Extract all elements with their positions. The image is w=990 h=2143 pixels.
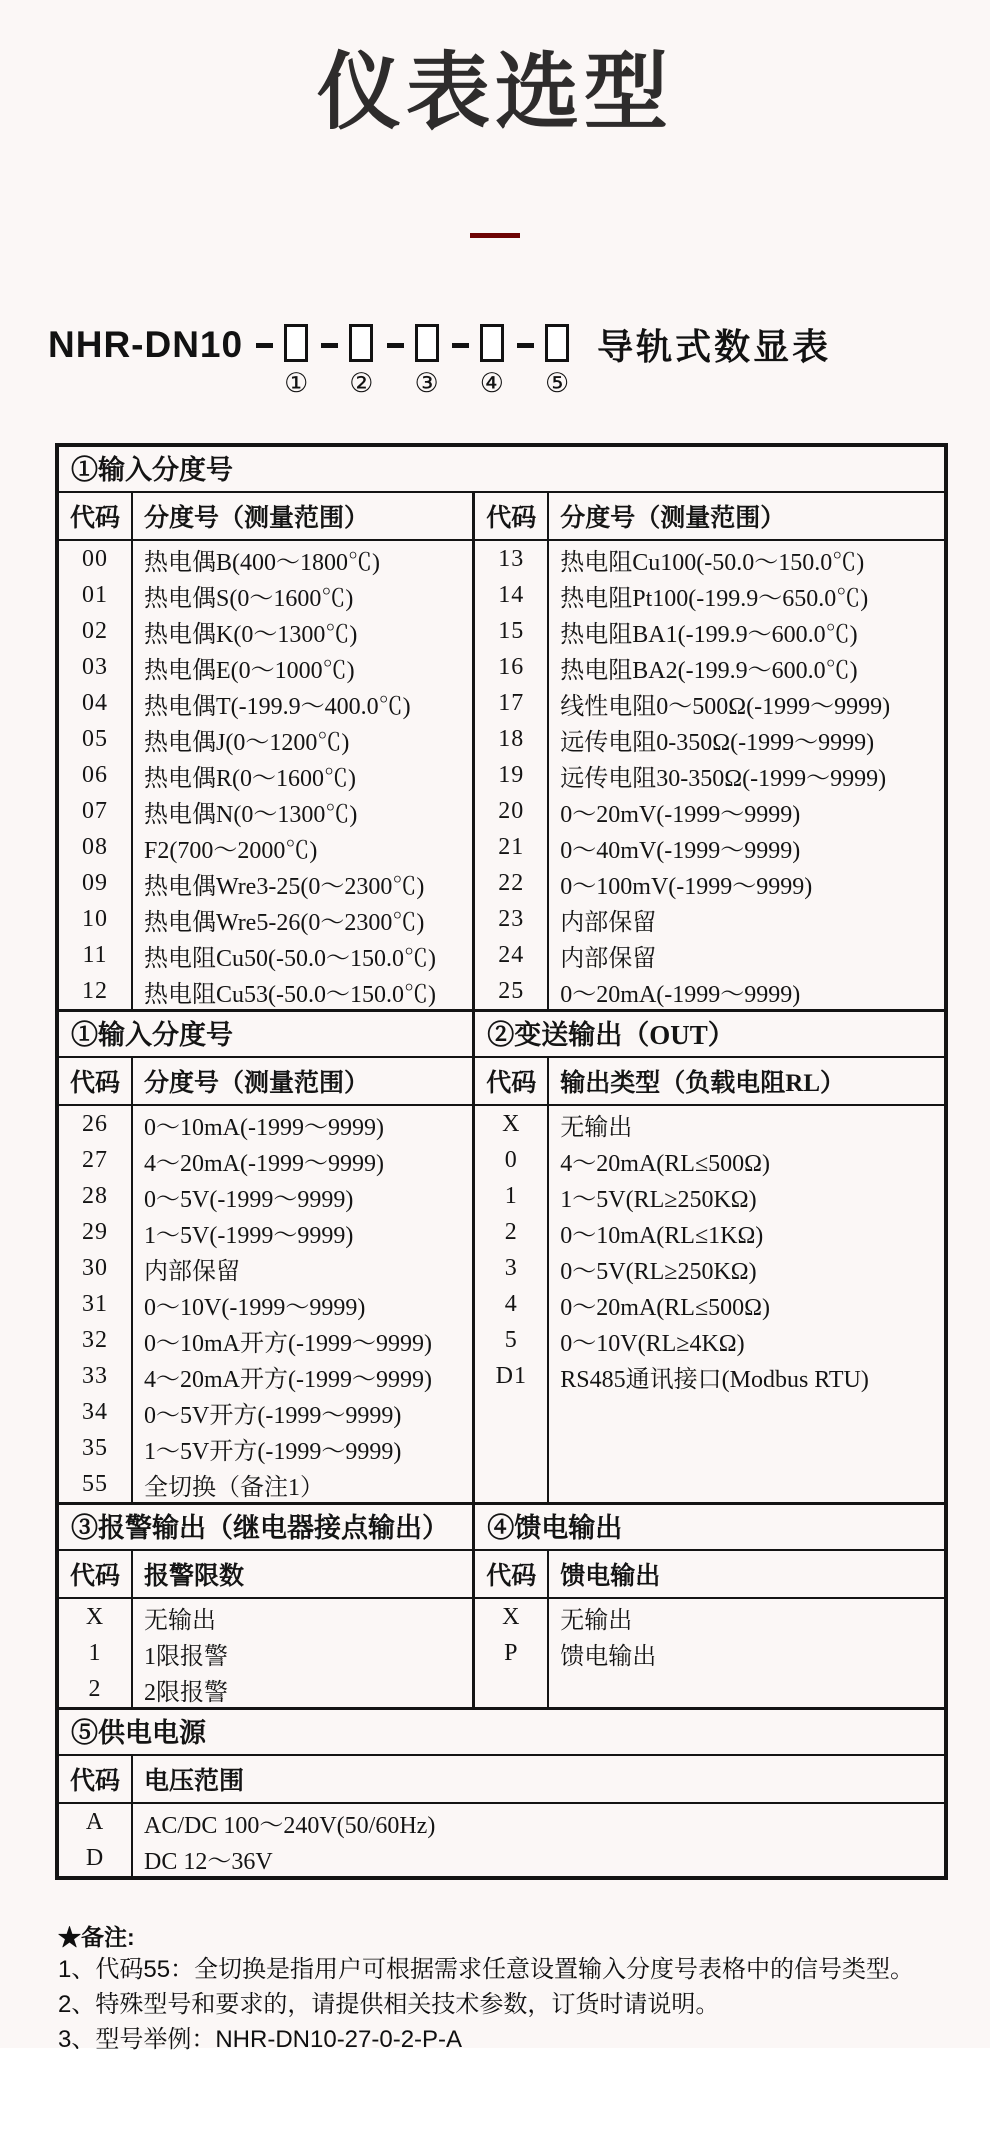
spec-cell: 热电阻BA1(-199.9～600.0℃) [560,621,858,648]
code-cell: 5 [504,1326,518,1353]
rows-container [475,1106,944,1502]
table-row [59,1142,472,1178]
spec-cell: 4～20mA(-1999～9999) [144,1150,384,1177]
code-column-header: 代码 [486,1070,537,1097]
code-cell: 02 [82,617,108,644]
spec-cell: 热电偶Wre5-26(0～2300℃) [144,909,425,936]
code-cell: 12 [82,977,108,1004]
dash-separator [452,343,469,348]
code-cell: 00 [82,545,108,572]
spec-cell: 1～5V(-1999～9999) [144,1222,354,1249]
spec-cell: 热电阻Cu100(-50.0～150.0℃) [560,549,865,576]
spec-cell: 热电偶B(400～1800℃) [144,549,380,576]
table-row [59,1430,472,1466]
code-cell: 05 [82,725,108,752]
spec-cell: 0～10V(RL≥4KΩ) [560,1330,745,1357]
spec-cell: 0～10mA(RL≤1KΩ) [560,1222,764,1249]
section-title: ①输入分度号 [71,455,233,485]
position-number-5: ⑤ [544,368,570,398]
code-column-header: 代码 [69,1768,120,1795]
section-half [59,1756,944,1876]
table-row [475,1635,944,1671]
section-header [59,1710,944,1756]
table-row [475,1322,944,1358]
table-row [59,973,472,1009]
code-cell: 20 [498,797,525,824]
code-cell: 32 [82,1326,108,1353]
table-row [59,1322,472,1358]
table-row [475,937,944,973]
table-row [59,577,472,613]
table-row [59,757,472,793]
spec-cell: 4～20mA(RL≤500Ω) [560,1150,770,1177]
notes-list [58,1952,950,2057]
code-cell: 31 [82,1290,108,1317]
table-row [59,937,472,973]
code-cell: 08 [82,833,108,860]
section-header [59,1012,944,1058]
table-row [475,1286,944,1322]
spec-cell: 热电偶T(-199.9～400.0℃) [144,693,411,720]
spec-cell: RS485通讯接口(Modbus RTU) [560,1366,869,1393]
section-title: ①输入分度号 [71,1020,233,1050]
code-cell: 26 [82,1110,108,1137]
table-row [59,1106,472,1142]
code-cell: 55 [82,1470,108,1497]
spec-cell: 无输出 [144,1607,216,1634]
code-column-header: 代码 [486,1563,537,1590]
section-title: ④馈电输出 [472,1505,944,1549]
code-cell: 21 [498,833,525,860]
code-cell: 29 [82,1218,108,1245]
position-number-2: ② [349,368,374,398]
code-cell: 3 [504,1254,518,1281]
table-row [59,685,472,721]
code-cell: 1 [504,1182,518,1209]
spec-column-header: 电压范围 [144,1768,245,1795]
table-row [59,1804,944,1840]
code-cell: D1 [495,1362,527,1389]
table-row [475,973,944,1009]
code-cell: 01 [82,581,108,608]
spec-cell: 0～5V(RL≥250KΩ) [560,1258,757,1285]
code-cell: X [502,1603,521,1630]
table-row [59,1671,472,1707]
spec-cell: F2(700～2000℃) [144,837,318,864]
note-item-2: 2、特殊型号和要求的，请提供相关技术参数，订货时请说明。 [58,1991,720,2018]
table-row [475,793,944,829]
rows-container [59,1106,472,1502]
section-header [59,447,944,493]
spec-cell: 1～5V(RL≥250KΩ) [560,1186,757,1213]
spec-cell: 热电偶K(0～1300℃) [144,621,358,648]
code-cell: 27 [82,1146,108,1173]
spec-column-header: 馈电输出 [560,1563,661,1590]
spec-cell: 馈电输出 [560,1643,657,1670]
spec-cell: 0～10mA开方(-1999～9999) [144,1330,432,1357]
rows-container [59,541,472,1009]
spec-cell: 内部保留 [560,945,657,972]
code-cell: X [85,1603,105,1630]
column-header-row [475,1551,944,1599]
spec-cell: 远传电阻0-350Ω(-1999～9999) [560,729,875,756]
column-header-row [59,1756,944,1804]
code-cell: 11 [82,941,108,968]
table-section-4 [59,1707,944,1876]
spec-cell: 1限报警 [144,1643,228,1670]
table-row [475,1142,944,1178]
spec-cell: 热电偶Wre3-25(0～2300℃) [144,873,425,900]
table-row [475,1214,944,1250]
code-cell: 14 [498,581,525,608]
code-cell: 23 [498,905,525,932]
note-item-3: 3、型号举例：NHR-DN10-27-0-2-P-A [58,2026,463,2053]
model-code-box-5 [545,324,569,362]
code-cell: P [504,1639,519,1666]
code-cell: 04 [82,689,108,716]
model-position-1 [284,324,308,397]
spec-cell: 热电偶N(0～1300℃) [144,801,358,828]
section-title: ②变送输出（OUT） [472,1012,944,1056]
table-row [59,649,472,685]
table-row [475,1178,944,1214]
rows-container [475,541,944,1009]
table-row [59,1178,472,1214]
table-section-1 [59,447,944,1009]
section-title: ⑤供电电源 [71,1718,206,1748]
code-cell: 28 [82,1182,108,1209]
spec-cell: 0～10V(-1999～9999) [144,1294,366,1321]
table-row [475,721,944,757]
spec-cell: 内部保留 [560,909,657,936]
spec-cell: 无输出 [560,1114,633,1141]
spec-cell: AC/DC 100～240V(50/60Hz) [144,1812,436,1839]
spec-cell: 热电偶S(0～1600℃) [144,585,354,612]
spec-cell: 热电阻Cu53(-50.0～150.0℃) [144,981,436,1008]
spec-column-header: 分度号（测量范围） [560,505,786,532]
code-column-header: 代码 [69,505,120,532]
selection-table [55,443,948,1880]
spec-column-header: 分度号（测量范围） [144,1070,370,1097]
model-position-5 [545,324,569,397]
code-cell: X [502,1110,521,1137]
spec-cell: 0～40mV(-1999～9999) [560,837,801,864]
code-cell: 2 [88,1675,102,1702]
dash-separator [517,343,534,348]
column-header-row [59,493,472,541]
code-cell: 33 [82,1362,108,1389]
table-row [59,1214,472,1250]
model-position-3 [415,324,439,397]
column-header-row [59,1058,472,1106]
spec-column-header: 报警限数 [144,1563,245,1590]
spec-cell: 0～20mA(-1999～9999) [560,981,801,1008]
position-number-3: ③ [414,368,439,398]
code-cell: 07 [82,797,108,824]
table-row [59,1358,472,1394]
table-row [475,541,944,577]
code-cell: 24 [498,941,525,968]
code-cell: 17 [498,689,525,716]
model-code-box-4 [480,324,504,362]
code-cell: D [85,1844,105,1871]
code-cell: 18 [498,725,525,752]
column-header-row [59,1551,472,1599]
notes-title: ★备注: [58,1924,135,1950]
table-row [59,721,472,757]
position-number-4: ④ [479,368,504,398]
code-cell: 03 [82,653,108,680]
table-row [59,793,472,829]
code-cell: 30 [82,1254,108,1281]
model-prefix: NHR-DN10 [48,324,244,365]
dash-separator [387,343,404,348]
spec-cell: 0～10mA(-1999～9999) [144,1114,384,1141]
spec-cell: DC 12～36V [144,1848,273,1875]
table-row [59,865,472,901]
code-cell: 1 [88,1639,102,1666]
table-row [475,901,944,937]
section-half [59,1058,472,1502]
model-code-box-1 [284,324,308,362]
spec-cell: 热电偶J(0～1200℃) [144,729,350,756]
rows-container [59,1599,472,1707]
table-row [59,541,472,577]
spec-cell: 0～5V(-1999～9999) [144,1186,354,1213]
code-cell: 22 [498,869,525,896]
table-row [475,613,944,649]
table-row [475,1599,944,1635]
spec-column-header: 分度号（测量范围） [144,505,370,532]
column-header-row [475,1058,944,1106]
rows-container [475,1599,944,1707]
spec-cell: 0～20mV(-1999～9999) [560,801,801,828]
code-cell: A [85,1808,105,1835]
table-row [59,1394,472,1430]
section-half [472,1058,944,1502]
section-body [59,1756,944,1876]
code-cell: 16 [498,653,525,680]
section-half [59,493,472,1009]
position-number-1: ① [284,368,309,398]
spec-cell: 0～5V开方(-1999～9999) [144,1402,402,1429]
table-row [475,649,944,685]
table-row [59,1250,472,1286]
code-column-header: 代码 [69,1563,120,1590]
spec-cell: 4～20mA开方(-1999～9999) [144,1366,432,1393]
table-row [59,1635,472,1671]
table-row [475,1358,944,1394]
table-row [475,1106,944,1142]
code-column-header: 代码 [69,1070,120,1097]
spec-cell: 线性电阻0～500Ω(-1999～9999) [560,693,891,720]
spec-cell: 2限报警 [144,1679,228,1706]
model-code-box-2 [349,324,373,362]
table-row [59,1466,472,1502]
spec-cell: 热电偶E(0～1000℃) [144,657,355,684]
spec-cell: 1～5V开方(-1999～9999) [144,1438,402,1465]
table-row [475,829,944,865]
code-cell: 34 [82,1398,108,1425]
model-code-diagram [48,324,990,397]
notes [58,1922,950,2057]
table-row [59,1286,472,1322]
table-row [59,613,472,649]
code-cell: 35 [82,1434,108,1461]
column-header-row [475,493,944,541]
table-row [59,1599,472,1635]
spec-cell: 热电阻Cu50(-50.0～150.0℃) [144,945,436,972]
table-row [475,757,944,793]
code-cell: 2 [504,1218,518,1245]
model-suffix: 导轨式数显表 [597,326,832,367]
section-body [59,1058,944,1502]
spec-cell: 无输出 [560,1607,633,1634]
spec-cell: 0～20mA(RL≤500Ω) [560,1294,770,1321]
spec-cell: 热电阻Pt100(-199.9～650.0℃) [560,585,869,612]
table-row [475,1250,944,1286]
section-body [59,1551,944,1707]
table-section-2 [59,1009,944,1502]
dash-separator [321,343,338,348]
spec-column-header: 输出类型（负载电阻RL） [560,1070,846,1097]
code-cell: 25 [498,977,525,1004]
spec-cell: 热电阻BA2(-199.9～600.0℃) [560,657,858,684]
rows-container [59,1804,944,1876]
spec-cell: 0～100mV(-1999～9999) [560,873,813,900]
model-code-box-3 [415,324,439,362]
spec-cell: 远传电阻30-350Ω(-1999～9999) [560,765,887,792]
code-cell: 13 [498,545,525,572]
model-position-4 [480,324,504,397]
table-section-3 [59,1502,944,1707]
table-row [59,829,472,865]
table-row [475,685,944,721]
spec-cell: 热电偶R(0～1600℃) [144,765,356,792]
code-cell: 0 [504,1146,518,1173]
spec-cell: 内部保留 [144,1258,240,1285]
section-half [472,493,944,1009]
note-item-1: 1、代码55：全切换是指用户可根据需求任意设置输入分度号表格中的信号类型。 [58,1956,915,1983]
table-row [475,577,944,613]
table-row [59,901,472,937]
title-underline-dash [470,233,520,238]
table-row [475,865,944,901]
spec-cell: 全切换（备注1） [144,1474,324,1501]
code-cell: 10 [82,905,108,932]
code-cell: 15 [498,617,525,644]
section-half [59,1551,472,1707]
model-position-2 [349,324,373,397]
section-half [472,1551,944,1707]
page-title: 仪表选型 [316,45,673,139]
table-row [59,1840,944,1876]
section-title: ③报警输出（继电器接点输出） [71,1513,449,1543]
dash-separator [256,343,273,348]
code-cell: 09 [82,869,108,896]
section-header [59,1505,944,1551]
section-body [59,493,944,1009]
code-cell: 19 [498,761,525,788]
code-cell: 06 [82,761,108,788]
code-cell: 4 [504,1290,518,1317]
code-column-header: 代码 [486,505,537,532]
